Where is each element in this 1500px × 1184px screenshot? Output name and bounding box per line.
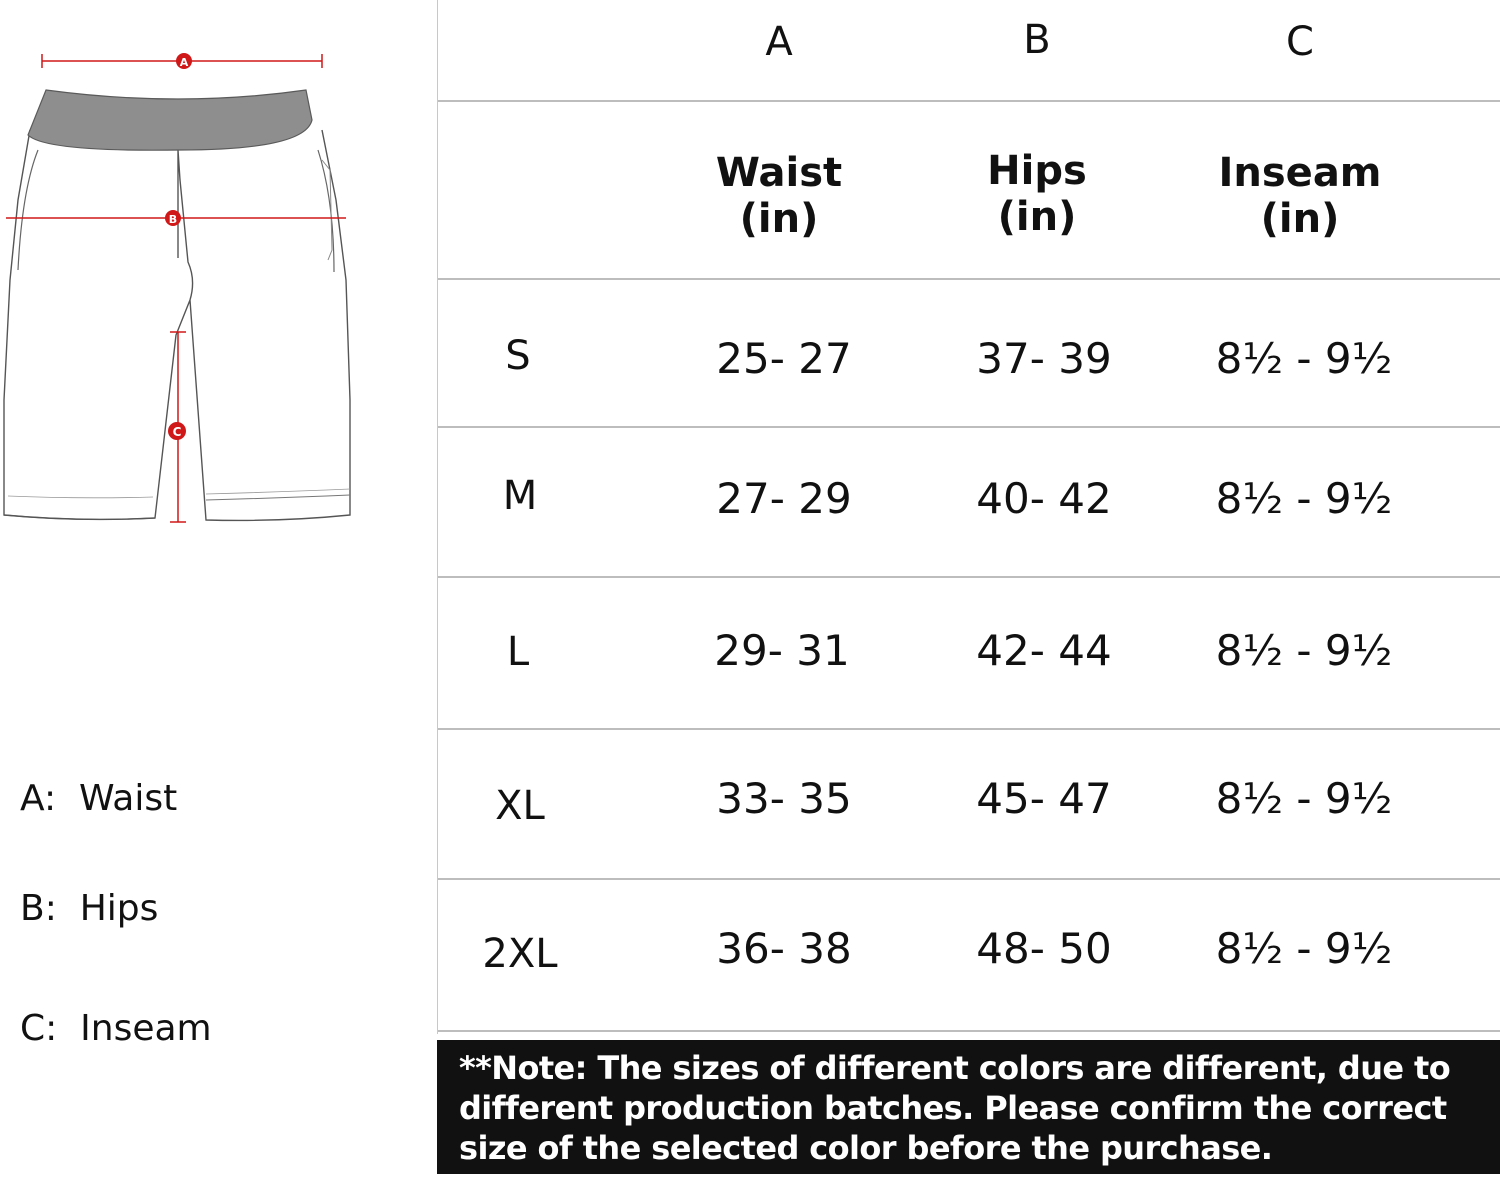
inseam-value: 8½ - 9½: [1215, 924, 1393, 973]
divider: [438, 1030, 1500, 1032]
legend-waist: A: Waist: [20, 778, 178, 819]
hips-value: 45- 47: [976, 774, 1112, 823]
shorts-outline: [4, 130, 350, 520]
inseam-value: 8½ - 9½: [1215, 774, 1393, 823]
marker-b-label: B: [168, 213, 178, 226]
inseam-value: 8½ - 9½: [1215, 334, 1393, 383]
waist-value: 33- 35: [716, 774, 852, 823]
size-label: S: [505, 333, 531, 379]
size-label: XL: [495, 783, 545, 829]
shorts-diagram-panel: [0, 0, 437, 1184]
marker-c-icon: [168, 422, 186, 440]
column-letter-a: A: [765, 19, 793, 65]
marker-b-icon: [165, 210, 181, 226]
header-inseam-unit: (in): [1260, 196, 1340, 242]
size-label: L: [506, 629, 530, 675]
size-label: M: [502, 473, 538, 519]
waist-value: 29- 31: [714, 626, 850, 675]
header-hips-unit: (in): [997, 194, 1077, 240]
inseam-value: 8½ - 9½: [1215, 626, 1393, 675]
hips-value: 48- 50: [976, 924, 1112, 973]
size-note-text: **Note: The sizes of different colors are different, due to different production batches. Please confirm the correct size of the selected color before the purchase.: [459, 1049, 1451, 1167]
legend-inseam: C: Inseam: [20, 1008, 212, 1049]
header-inseam: [1190, 150, 1410, 242]
header-waist-name: Waist: [715, 150, 843, 196]
inseam-value: 8½ - 9½: [1215, 474, 1393, 523]
divider: [438, 100, 1500, 102]
waist-value: 36- 38: [716, 924, 852, 973]
waist-value: 25- 27: [716, 334, 852, 383]
marker-a-icon: [176, 53, 192, 69]
header-hips-name: Hips: [987, 148, 1087, 194]
hips-value: 40- 42: [976, 474, 1112, 523]
legend-hips: B: Hips: [20, 888, 159, 929]
marker-a-label: A: [179, 56, 189, 69]
shorts-diagram: [0, 0, 437, 560]
size-note-banner: [437, 1040, 1500, 1174]
divider: [438, 278, 1500, 280]
divider: [438, 576, 1500, 578]
column-letter-b: B: [1023, 17, 1051, 63]
divider: [438, 426, 1500, 428]
marker-c-label: C: [172, 425, 182, 439]
divider: [438, 728, 1500, 730]
waistband: [28, 90, 312, 150]
size-chart-table: [437, 0, 1500, 1034]
column-letter-c: C: [1286, 19, 1314, 65]
hips-value: 37- 39: [976, 334, 1112, 383]
hips-value: 42- 44: [976, 626, 1112, 675]
header-waist: [669, 150, 889, 242]
header-waist-unit: (in): [739, 196, 819, 242]
header-hips: [927, 148, 1147, 240]
size-label: 2XL: [482, 931, 558, 977]
waist-value: 27- 29: [716, 474, 852, 523]
divider: [438, 878, 1500, 880]
header-inseam-name: Inseam: [1218, 150, 1382, 196]
